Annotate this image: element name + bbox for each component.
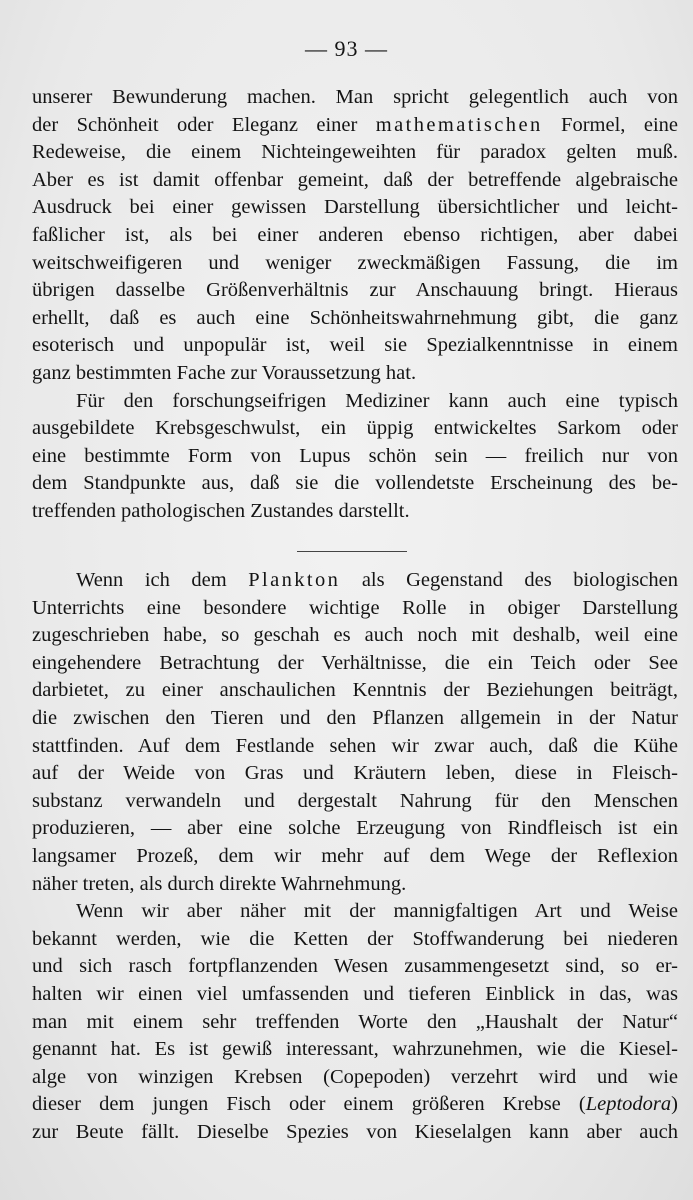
text-line: esoterisch und unpopulär ist, weil sie Spezialkenntnisse in einem	[32, 334, 678, 357]
text-line: und sich rasch fortpflanzenden Wesen zusammengesetzt sind, so er-	[32, 955, 678, 978]
text-line: genannt hat. Es ist gewiß interessant, wahrzunehmen, wie die Kiesel-	[32, 1038, 678, 1061]
page-number: — 93 —	[305, 36, 388, 61]
text-line: Für den forschungseifrigen Mediziner kann auch eine typisch	[76, 389, 678, 412]
text-line: alge von winzigen Krebsen (Copepoden) verzehrt wird und wie	[32, 1065, 678, 1088]
text-line: zur Beute fällt. Dieselbe Spezies von Kieselalgen kann aber auch	[32, 1120, 678, 1143]
text-line: auf der Weide von Gras und Kräutern leben, diese in Fleisch-	[32, 762, 678, 785]
text-line: treffenden pathologischen Zustandes darstellt.	[32, 499, 410, 522]
text-line: übrigen dasselbe Größenverhältnis zur Anschauung bringt. Hieraus	[32, 279, 678, 302]
text-line: halten wir einen viel umfassenden und tieferen Einblick in das, was	[32, 982, 678, 1005]
text-line: ausgebildete Krebsgeschwulst, ein üppig entwickeltes Sarkom oder	[32, 417, 678, 440]
text-line: näher treten, als durch direkte Wahrnehmung.	[32, 872, 407, 895]
text-line: weitschweifigeren und weniger zweckmäßigen Fassung, die im	[32, 251, 678, 274]
text-line: der Schönheit oder Eleganz einer mathematischen Formel, eine	[32, 113, 678, 136]
section-divider	[297, 551, 407, 552]
text-line: Wenn ich dem Plankton als Gegenstand des biologischen	[76, 569, 678, 591]
text-line: eine bestimmte Form von Lupus schön sein — freilich nur von	[32, 444, 678, 467]
text-line: dieser dem jungen Fisch oder einem größeren Krebse (Leptodora)	[32, 1093, 678, 1116]
text-line: Aber es ist damit offenbar gemeint, daß der betreffende algebraische	[32, 168, 678, 191]
text-line: bekannt werden, wie die Ketten der Stoffwanderung bei niederen	[32, 927, 678, 950]
text-line: substanz verwandeln und dergestalt Nahrung für den Menschen	[32, 789, 678, 812]
text-line: man mit einem sehr treffenden Worte den „Haushalt der Natur“	[32, 1010, 678, 1033]
text-line: Wenn wir aber näher mit der mannigfaltigen Art und Weise	[76, 900, 678, 923]
text-line: die zwischen den Tieren und den Pflanzen allgemein in der Natur	[32, 706, 678, 729]
text-line: zugeschrieben habe, so geschah es auch noch mit deshalb, weil eine	[32, 624, 678, 647]
text-line: Redeweise, die einem Nichteingeweihten für paradox gelten muß.	[32, 141, 678, 164]
text-line: langsamer Prozeß, dem wir mehr auf dem Wege der Reflexion	[32, 844, 678, 867]
text-line: darbietet, zu einer anschaulichen Kenntnis der Beziehungen beiträgt,	[32, 679, 678, 702]
text-line: Ausdruck bei einer gewissen Darstellung übersichtlicher und leicht-	[32, 196, 678, 219]
text-line: faßlicher ist, als bei einer anderen ebenso richtigen, aber dabei	[32, 223, 678, 246]
text-line: eingehendere Betrachtung der Verhältnisse, die ein Teich oder See	[32, 651, 678, 674]
text-line: stattfinden. Auf dem Festlande sehen wir zwar auch, daß die Kühe	[32, 734, 678, 757]
text-line: erhellt, daß es auch eine Schönheitswahrnehmung gibt, die ganz	[32, 306, 678, 329]
text-block-lower	[32, 567, 678, 1146]
text-block-upper	[32, 84, 678, 526]
text-line: unserer Bewunderung machen. Man spricht gelegentlich auch von	[32, 86, 678, 108]
text-line: produzieren, — aber eine solche Erzeugung von Rindfleisch ist ein	[32, 817, 678, 840]
text-line: ganz bestimmten Fache zur Voraussetzung hat.	[32, 361, 417, 384]
text-line: dem Standpunkte aus, daß sie die vollendetste Erscheinung des be-	[32, 472, 678, 495]
text-line: Unterrichts eine besondere wichtige Rolle in obiger Darstellung	[32, 596, 678, 619]
